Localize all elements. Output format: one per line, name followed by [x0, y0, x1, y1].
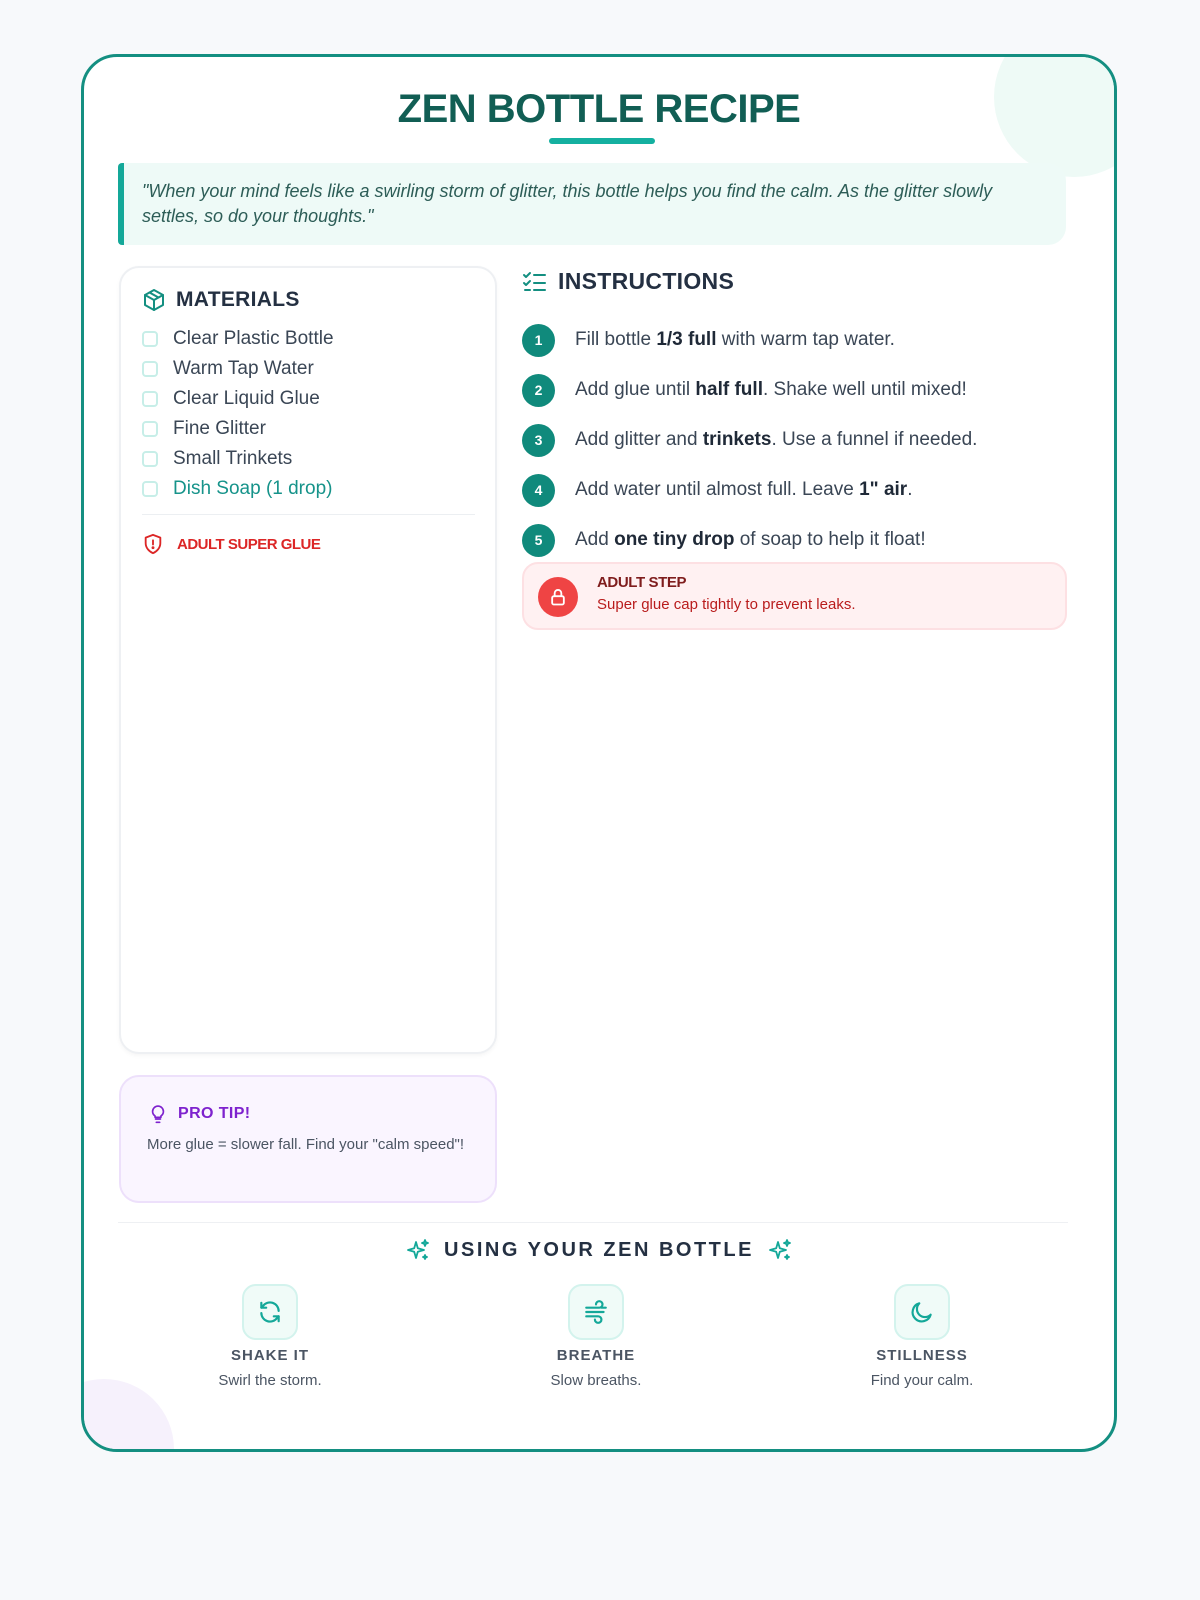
checkbox[interactable]	[142, 421, 158, 437]
title-underline	[549, 138, 655, 144]
wind-icon	[568, 1284, 624, 1340]
material-item[interactable]: Clear Plastic Bottle	[142, 324, 334, 354]
using-heading: USING YOUR ZEN BOTTLE	[84, 1238, 1114, 1262]
instructions-heading: INSTRUCTIONS	[522, 268, 734, 295]
material-item[interactable]: Fine Glitter	[142, 414, 334, 444]
materials-heading-label: MATERIALS	[176, 288, 300, 311]
checkbox[interactable]	[142, 481, 158, 497]
pro-tip-text: More glue = slower fall. Find your "calm speed"!	[147, 1136, 465, 1153]
checkbox[interactable]	[142, 331, 158, 347]
lock-icon	[538, 577, 578, 617]
instruction-steps	[522, 315, 977, 565]
material-item[interactable]: Warm Tap Water	[142, 354, 334, 384]
decorative-blob	[81, 1379, 174, 1452]
checkbox[interactable]	[142, 451, 158, 467]
pro-tip-heading: PRO TIP!	[148, 1103, 251, 1125]
usage-item-shake: SHAKE IT Swirl the storm.	[150, 1284, 390, 1389]
adult-step-title: ADULT STEP	[597, 574, 687, 591]
step-number: 5	[522, 524, 555, 557]
checklist-icon	[522, 270, 548, 294]
step-number: 2	[522, 374, 555, 407]
recipe-card	[81, 54, 1117, 1452]
lightbulb-icon	[148, 1103, 168, 1125]
adult-step-callout	[522, 562, 1067, 630]
checkbox[interactable]	[142, 391, 158, 407]
adult-step-text: Super glue cap tightly to prevent leaks.	[597, 596, 856, 613]
instruction-step: 3 Add glitter and trinkets. Use a funnel if needed.	[522, 415, 977, 465]
checkbox[interactable]	[142, 361, 158, 377]
refresh-icon	[242, 1284, 298, 1340]
usage-item-breathe: BREATHE Slow breaths.	[476, 1284, 716, 1389]
usage-item-stillness: STILLNESS Find your calm.	[802, 1284, 1042, 1389]
materials-panel	[119, 266, 497, 1054]
shield-alert-icon	[142, 533, 164, 555]
divider	[142, 514, 475, 515]
step-number: 4	[522, 474, 555, 507]
material-item[interactable]: Dish Soap (1 drop)	[142, 474, 334, 504]
materials-list	[142, 324, 334, 504]
material-item[interactable]: Small Trinkets	[142, 444, 334, 474]
step-number: 3	[522, 424, 555, 457]
page-title: ZEN BOTTLE RECIPE	[397, 87, 801, 131]
box-icon	[142, 288, 166, 312]
sparkles-icon	[768, 1238, 792, 1262]
divider	[118, 1222, 1068, 1223]
sparkles-icon	[406, 1238, 430, 1262]
instruction-step: 4 Add water until almost full. Leave 1" air.	[522, 465, 977, 515]
intro-quote: "When your mind feels like a swirling storm of glitter, this bottle helps you find the calm. As the glitter slowly settles, so do your thoughts."	[118, 163, 1066, 245]
pro-tip-panel	[119, 1075, 497, 1203]
step-number: 1	[522, 324, 555, 357]
materials-heading	[142, 288, 300, 312]
moon-icon	[894, 1284, 950, 1340]
instruction-step: 1 Fill bottle 1/3 full with warm tap water.	[522, 315, 977, 365]
material-item[interactable]: Clear Liquid Glue	[142, 384, 334, 414]
instruction-step: 5 Add one tiny drop of soap to help it float!	[522, 515, 977, 565]
instruction-step: 2 Add glue until half full. Shake well until mixed!	[522, 365, 977, 415]
adult-glue-warning: ADULT SUPER GLUE	[142, 533, 320, 555]
